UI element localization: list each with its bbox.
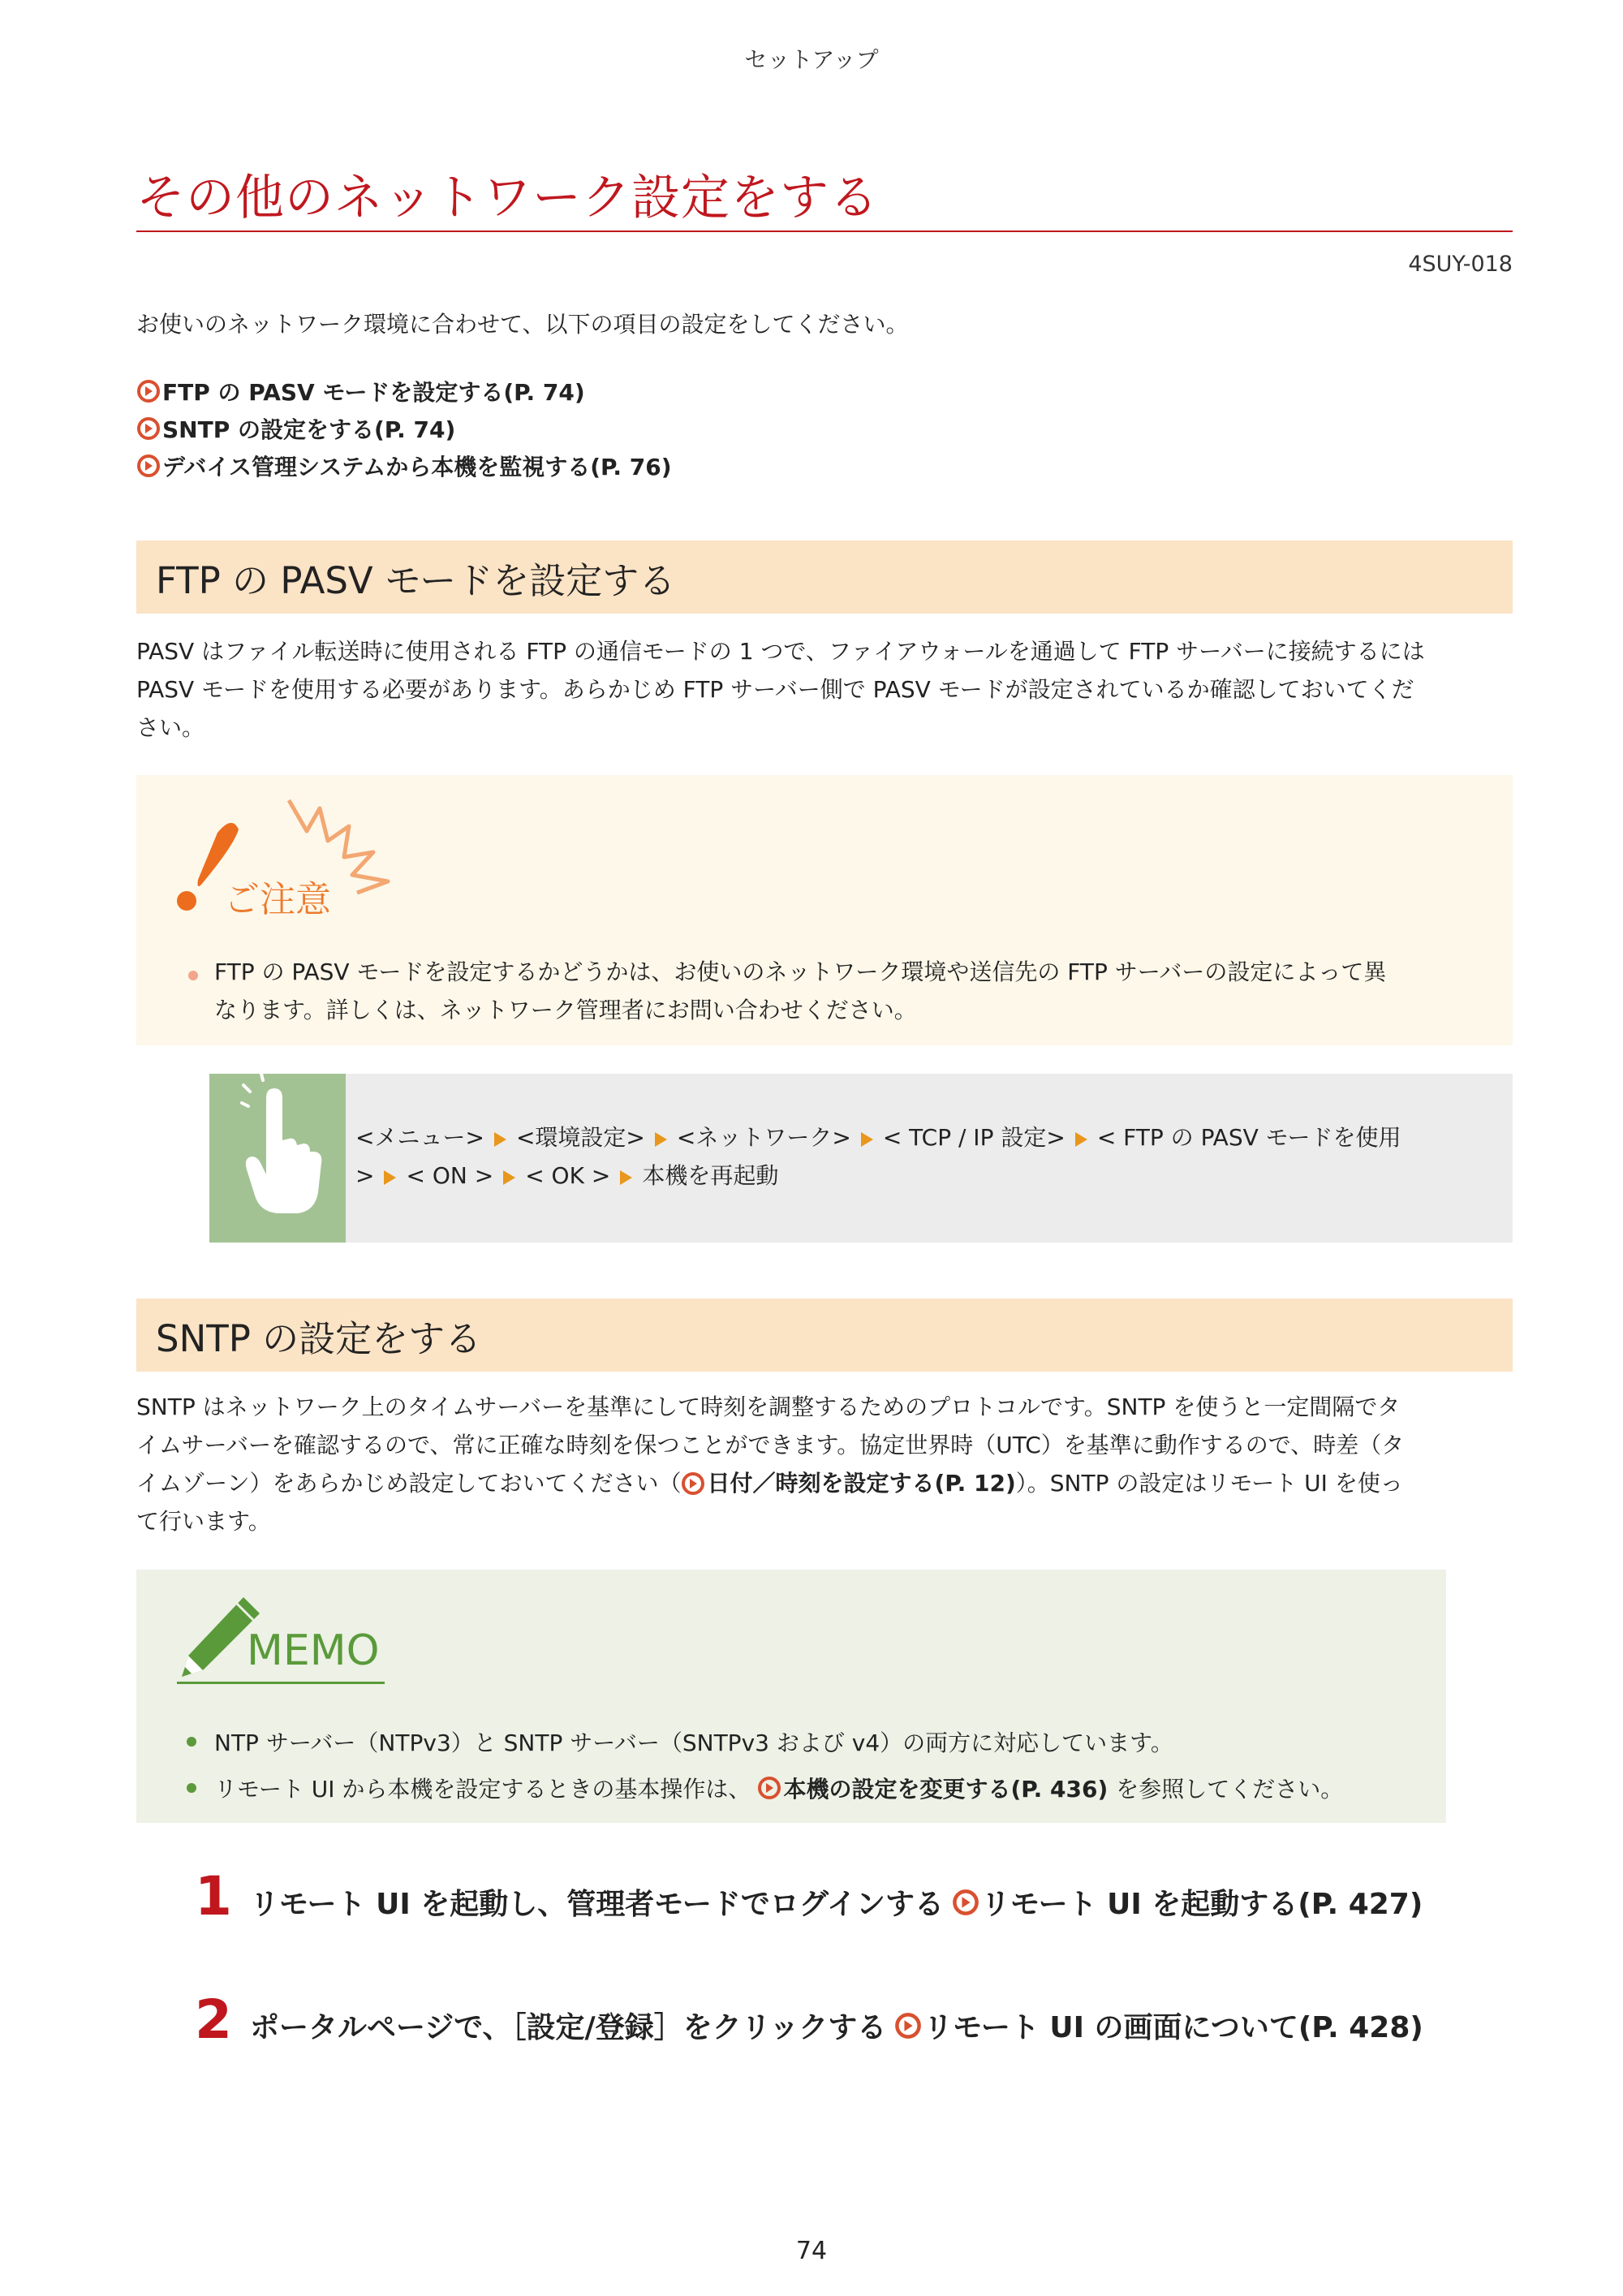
document-code: 4SUY-018: [1408, 252, 1513, 277]
running-header: セットアップ: [744, 46, 879, 73]
notice-heading: ご注意: [224, 879, 331, 920]
operation-line-2: [355, 1157, 1508, 1195]
memo-text: を参照してください。: [1116, 1776, 1344, 1803]
circle-arrow-icon: [136, 416, 161, 441]
menu-step: <ネットワーク>: [676, 1124, 851, 1151]
body-line: [136, 1464, 1513, 1502]
step-2: [250, 2005, 1423, 2046]
step-link-label: リモート UI を起動する(P. 427): [981, 1888, 1423, 1921]
toc-link-label: SNTP の設定をする(P. 74): [162, 416, 456, 443]
section-header-sntp: [136, 1299, 1513, 1372]
circle-arrow-icon: [757, 1776, 781, 1800]
bullet-dot: [188, 971, 198, 980]
step-text: リモート UI を起動し、管理者モードでログインする: [250, 1888, 945, 1921]
menu-step: 本機を再起動: [642, 1162, 779, 1189]
body-line: SNTP はネットワーク上のタイムサーバーを基準にして時刻を調整するためのプロトコルです。SNTP を使うと一定間隔でタ: [136, 1394, 1401, 1420]
step-link-label: リモート UI の画面について(P. 428): [923, 2011, 1423, 2044]
body-text: ）。SNTP の設定はリモート UI を使っ: [1015, 1470, 1403, 1497]
section-body: [136, 1388, 1513, 1540]
step-arrow-icon: [503, 1170, 515, 1185]
circle-arrow-icon: [136, 379, 161, 403]
step-arrow-icon: [620, 1170, 632, 1185]
menu-step: < FTP の PASV モードを使用: [1096, 1124, 1401, 1151]
page-title: その他のネットワーク設定をする: [136, 170, 879, 226]
step-link-launch-remote-ui[interactable]: [952, 1881, 1423, 1923]
notice-line: なります。詳しくは、ネットワーク管理者にお問い合わせください。: [214, 997, 917, 1023]
menu-step: < ON >: [406, 1162, 494, 1189]
circle-arrow-icon: [681, 1471, 705, 1496]
body-text: イムゾーン）をあらかじめ設定しておいてください（: [136, 1470, 682, 1497]
step-arrow-icon: [1075, 1132, 1087, 1147]
inline-link-label: 本機の設定を変更する(P. 436): [783, 1776, 1109, 1803]
notice-line: FTP の PASV モードを設定するかどうかは、お使いのネットワーク環境や送信先の FTP サーバーの設定によって異: [214, 958, 1387, 985]
circle-arrow-icon: [894, 2012, 922, 2040]
bullet-dot: [187, 1737, 196, 1747]
inline-link-date-time[interactable]: [681, 1464, 1015, 1502]
inline-link-change-settings[interactable]: [757, 1772, 1108, 1804]
toc-link-device-monitor[interactable]: [136, 450, 672, 482]
title-rule: [136, 230, 1513, 232]
toc-link-label: デバイス管理システムから本機を監視する(P. 76): [162, 454, 672, 480]
notice-text: [214, 953, 1480, 1029]
step-arrow-icon: [655, 1132, 667, 1147]
step-arrow-icon: [861, 1132, 873, 1147]
menu-step: <環境設定>: [515, 1124, 645, 1151]
section-title: FTP の PASV モードを設定する: [156, 558, 676, 602]
body-line: て行います。: [136, 1508, 271, 1535]
toc-link-ftp-pasv[interactable]: [136, 375, 585, 407]
menu-step: < TCP / IP 設定>: [882, 1124, 1065, 1151]
body-line: PASV モードを使用する必要があります。あらかじめ FTP サーバー側で PASV モードが設定されているか確認しておいてくだ: [136, 676, 1414, 703]
circle-arrow-icon: [952, 1889, 979, 1916]
memo-item: [214, 1772, 1343, 1804]
page-number: 74: [795, 2237, 828, 2265]
pointing-hand-icon: [209, 1074, 346, 1243]
menu-step: >: [355, 1162, 375, 1189]
step-arrow-icon: [384, 1170, 396, 1185]
operation-path: [355, 1118, 1508, 1195]
body-line: イムサーバーを確認するので、常に正確な時刻を保つことができます。協定世界時（UTC）を基準に動作するので、時差（タ: [136, 1432, 1405, 1458]
section-title: SNTP の設定をする: [156, 1316, 482, 1360]
operation-line-1: [355, 1118, 1508, 1157]
memo-heading: MEMO: [247, 1626, 380, 1675]
step-link-remote-ui-screen[interactable]: [894, 2005, 1423, 2046]
toc-link-sntp[interactable]: [136, 412, 455, 445]
step-number: 2: [195, 1988, 232, 2051]
body-line: PASV はファイル転送時に使用される FTP の通信モードの 1 つで、ファイアウォールを通過して FTP サーバーに接続するには: [136, 638, 1425, 665]
memo-text: リモート UI から本機を設定するときの基本操作は、: [214, 1776, 751, 1803]
step-text: ポータルページで、［設定/登録］をクリックする: [250, 2011, 887, 2044]
toc-link-label: FTP の PASV モードを設定する(P. 74): [162, 379, 585, 406]
body-line: さい。: [136, 714, 205, 741]
section-body: [136, 632, 1513, 747]
inline-link-label: 日付／時刻を設定する(P. 12): [707, 1470, 1016, 1497]
step-number: 1: [195, 1865, 232, 1928]
step-arrow-icon: [494, 1132, 506, 1147]
bullet-dot: [187, 1783, 196, 1793]
memo-underline: [177, 1682, 385, 1684]
intro-text: お使いのネットワーク環境に合わせて、以下の項目の設定をしてください。: [136, 311, 909, 338]
menu-step: <メニュー>: [355, 1124, 484, 1151]
operation-icon-panel: [209, 1074, 346, 1243]
step-1: [250, 1881, 1423, 1923]
circle-arrow-icon: [136, 454, 161, 478]
section-header-ftp-pasv: [136, 541, 1513, 614]
memo-item: NTP サーバー（NTPv3）と SNTP サーバー（SNTPv3 および v4）の両方に対応しています。: [214, 1730, 1173, 1756]
menu-step: < OK >: [525, 1162, 611, 1189]
